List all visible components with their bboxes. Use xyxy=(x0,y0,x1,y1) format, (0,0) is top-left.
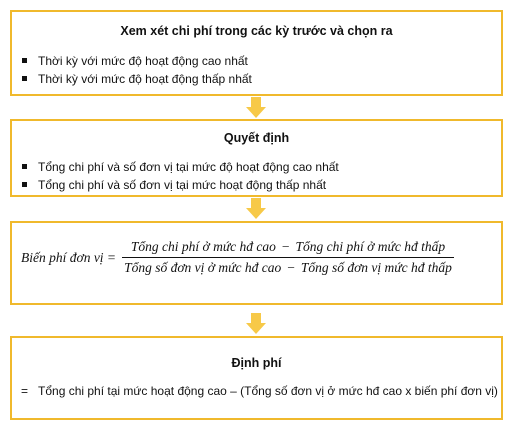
formula-numerator: Tổng chi phí ở mức hđ cao − Tổng chi phí ở mức hđ thấp xyxy=(130,239,446,254)
list-item: Thời kỳ với mức độ hoạt động cao nhất xyxy=(22,54,248,68)
fixed-cost-formula: = Tổng chi phí tại mức hoạt động cao – (Tổng số đơn vị ở mức hđ cao x biến phí đơn vị) xyxy=(21,384,498,398)
square-bullet-icon xyxy=(22,76,27,81)
variable-cost-formula xyxy=(21,239,454,276)
square-bullet-icon xyxy=(22,164,27,169)
step-box-review xyxy=(10,10,503,96)
list-item: Tổng chi phí và số đơn vị tại mức độ hoạt động cao nhất xyxy=(22,160,339,174)
list-item: Tổng chi phí và số đơn vị tại mức hoạt động thấp nhất xyxy=(22,178,326,192)
down-arrow-icon xyxy=(245,198,267,220)
step-title: Quyết định xyxy=(223,131,290,145)
formula-fraction xyxy=(122,239,454,276)
square-bullet-icon xyxy=(22,58,27,63)
down-arrow-icon xyxy=(245,313,267,335)
formula-denominator: Tổng số đơn vị ở mức hđ cao − Tổng số đơn vị mức hđ thấp xyxy=(122,257,454,276)
step-box-variable-cost xyxy=(10,221,503,305)
step-box-decide xyxy=(10,119,503,197)
square-bullet-icon xyxy=(22,182,27,187)
step-title: Định phí xyxy=(231,356,282,370)
step-box-fixed-cost xyxy=(10,336,503,420)
down-arrow-icon xyxy=(245,97,267,119)
step-title: Xem xét chi phí trong các kỳ trước và chọn ra xyxy=(120,24,393,38)
list-item: Thời kỳ với mức độ hoạt động thấp nhất xyxy=(22,72,252,86)
formula-label: Biến phí đơn vị = xyxy=(21,249,117,265)
